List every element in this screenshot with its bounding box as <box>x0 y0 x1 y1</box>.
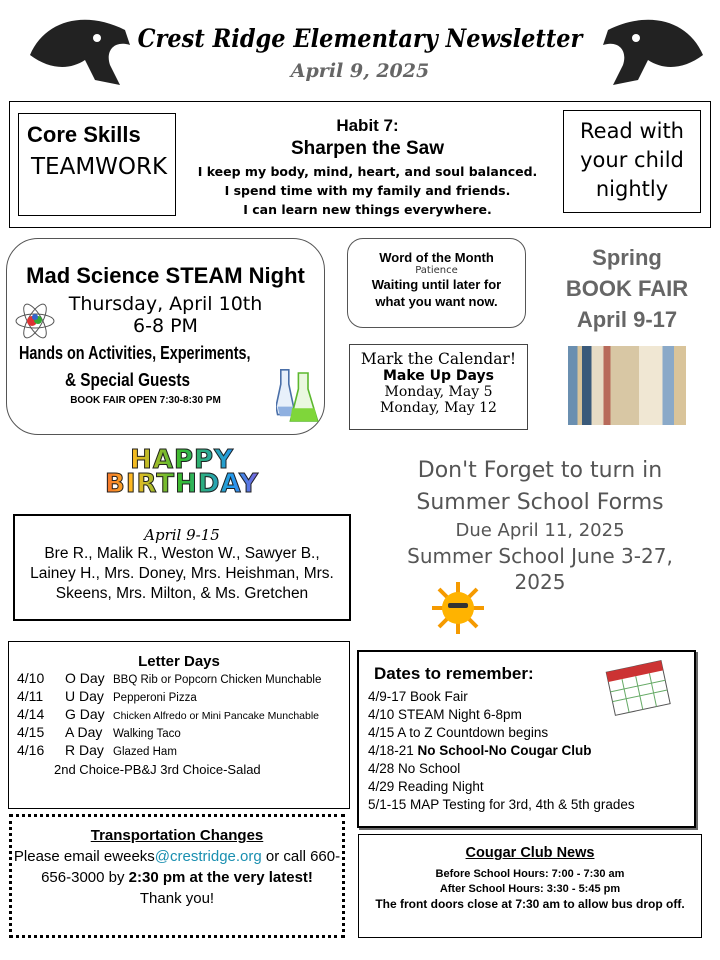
letter-day-menu: Glazed Ham <box>113 746 177 758</box>
habit-block <box>180 116 555 219</box>
habit-title: Sharpen the Saw <box>290 138 445 159</box>
date-item-text: 4/15 A to Z Countdown begins <box>368 725 549 740</box>
date-item <box>368 778 694 796</box>
calendar-subheading: Make Up Days <box>382 368 495 384</box>
transport-body <box>12 846 342 888</box>
book-fair-line: Spring <box>592 245 662 270</box>
date-item <box>368 742 694 760</box>
lunch-choices: 2nd Choice-PB&J 3rd Choice-Salad <box>54 762 261 777</box>
letter-day-row <box>17 688 349 706</box>
transportation-box <box>9 814 345 938</box>
cougar-logo-right-icon <box>598 10 708 90</box>
transport-text: Please email eweeks <box>13 848 155 865</box>
cougar-logo-left-icon <box>25 10 135 90</box>
newsletter-date: April 9, 2025 <box>290 60 430 82</box>
core-skills-box <box>18 113 176 216</box>
letter-days-heading: Letter Days <box>138 653 220 670</box>
bookshelf-photo <box>568 346 686 425</box>
letter-day-menu: BBQ Rib or Popcorn Chicken Munchable <box>113 674 322 686</box>
date-item <box>368 760 694 778</box>
steam-date: Thursday, April 10th <box>68 293 263 315</box>
habit-line: I can learn new things everywhere. <box>243 202 492 217</box>
letter-day-row <box>17 670 349 688</box>
newsletter-title: Crest Ridge Elementary Newsletter <box>137 24 583 53</box>
flasks-icon <box>276 368 320 426</box>
word-of-month-box <box>347 238 526 328</box>
steam-activities: Hands on Activities, Experiments, <box>19 343 251 363</box>
summer-due-date: Due April 11, 2025 <box>455 520 625 541</box>
cougar-before-hours: Before School Hours: 7:00 - 7:30 am <box>435 868 625 880</box>
letter-day-menu: Walking Taco <box>113 728 181 740</box>
transport-text: or call 660-656-3000 by <box>41 848 341 886</box>
cougar-after-hours: After School Hours: 3:30 - 5:45 pm <box>439 883 621 895</box>
steam-title: Mad Science STEAM Night <box>26 263 305 288</box>
letter-days-box <box>8 641 350 809</box>
date-item-bold: No School-No Cougar Club <box>417 743 592 758</box>
date-item-text: 4/18-21 <box>368 743 418 758</box>
word-definition: Waiting until later for what you want now. <box>371 277 502 309</box>
letter-day-date: 4/15 <box>17 724 45 740</box>
birthday-names: Bre R., Malik R., Weston W., Sawyer B., Lainey H., Mrs. Doney, Mrs. Heishman, Mrs. Skeens, Mrs. Milton, & Ms. Gretchen <box>30 545 334 602</box>
email-link[interactable]: @crestridge.org <box>154 848 262 865</box>
transport-deadline: 2:30 pm at the very latest! <box>128 869 313 886</box>
cougar-club-box <box>358 834 702 938</box>
letter-day-date: 4/11 <box>17 688 44 704</box>
happy-birthday-banner: HAPPY BIRTHDAY <box>82 448 282 498</box>
cougar-doors-note: The front doors close at 7:30 am to allow bus drop off. <box>375 897 685 911</box>
atom-icon <box>14 300 56 342</box>
letter-day-row <box>17 742 349 760</box>
birthday-box <box>13 514 351 621</box>
book-fair-line: BOOK FAIR <box>565 276 689 301</box>
book-fair-text <box>552 242 702 335</box>
steam-book-fair-note: BOOK FAIR OPEN 7:30-8:30 PM <box>70 395 221 406</box>
habit-line: I keep my body, mind, heart, and soul balanced. <box>197 164 538 179</box>
habit-line: I spend time with my family and friends. <box>224 183 511 198</box>
steam-guests: & Special Guests <box>65 370 191 390</box>
letter-day-letter: G Day <box>65 706 105 722</box>
letter-day-letter: R Day <box>65 742 104 758</box>
steam-time: 6-8 PM <box>133 315 198 337</box>
core-skills-heading: Core Skills <box>27 122 141 147</box>
letter-day-menu: Chicken Alfredo or Mini Pancake Munchable <box>113 710 320 722</box>
letter-day-date: 4/14 <box>17 706 45 722</box>
date-item-text: 4/9-17 Book Fair <box>368 689 468 704</box>
date-item-text: 4/29 Reading Night <box>368 779 484 794</box>
letter-day-row <box>17 706 349 724</box>
date-item <box>368 796 694 814</box>
date-item-text: 4/10 STEAM Night 6-8pm <box>368 707 522 722</box>
book-fair-line: April 9-17 <box>576 307 678 332</box>
mark-calendar-box <box>349 344 528 430</box>
letter-day-letter: U Day <box>65 688 104 704</box>
calendar-icon <box>600 656 676 718</box>
habit-number: Habit 7: <box>336 116 399 135</box>
letter-day-date: 4/16 <box>17 742 45 758</box>
transport-heading: Transportation Changes <box>90 827 264 844</box>
date-item-text: 4/28 No School <box>368 761 461 776</box>
letter-day-date: 4/10 <box>17 670 45 686</box>
summer-school-block <box>380 455 700 595</box>
calendar-date: Monday, May 5 <box>384 384 493 400</box>
date-item <box>368 724 694 742</box>
birthday-range: April 9-15 <box>144 526 220 544</box>
letter-day-letter: A Day <box>65 724 103 740</box>
cougar-heading: Cougar Club News <box>465 845 595 861</box>
letter-day-row <box>17 724 349 742</box>
summer-forms-reminder: Don't Forget to turn in Summer School Forms <box>416 458 664 515</box>
transport-thanks: Thank you! <box>139 890 215 907</box>
sun-icon <box>430 580 486 636</box>
summer-school-dates: Summer School June 3-27, 2025 <box>407 544 673 594</box>
dates-heading: Dates to remember: <box>374 664 534 683</box>
date-item-text: 5/1-15 MAP Testing for 3rd, 4th & 5th grades <box>368 797 635 812</box>
read-nightly-box: Read with your child nightly <box>563 110 701 213</box>
letter-day-menu: Pepperoni Pizza <box>113 692 197 704</box>
letter-day-letter: O Day <box>65 670 105 686</box>
core-skill-value: TEAMWORK <box>31 154 168 180</box>
word-heading: Word of the Month <box>379 250 494 265</box>
calendar-date: Monday, May 12 <box>380 400 497 416</box>
calendar-heading: Mark the Calendar! <box>360 350 517 368</box>
word-value: Patience <box>415 265 458 276</box>
